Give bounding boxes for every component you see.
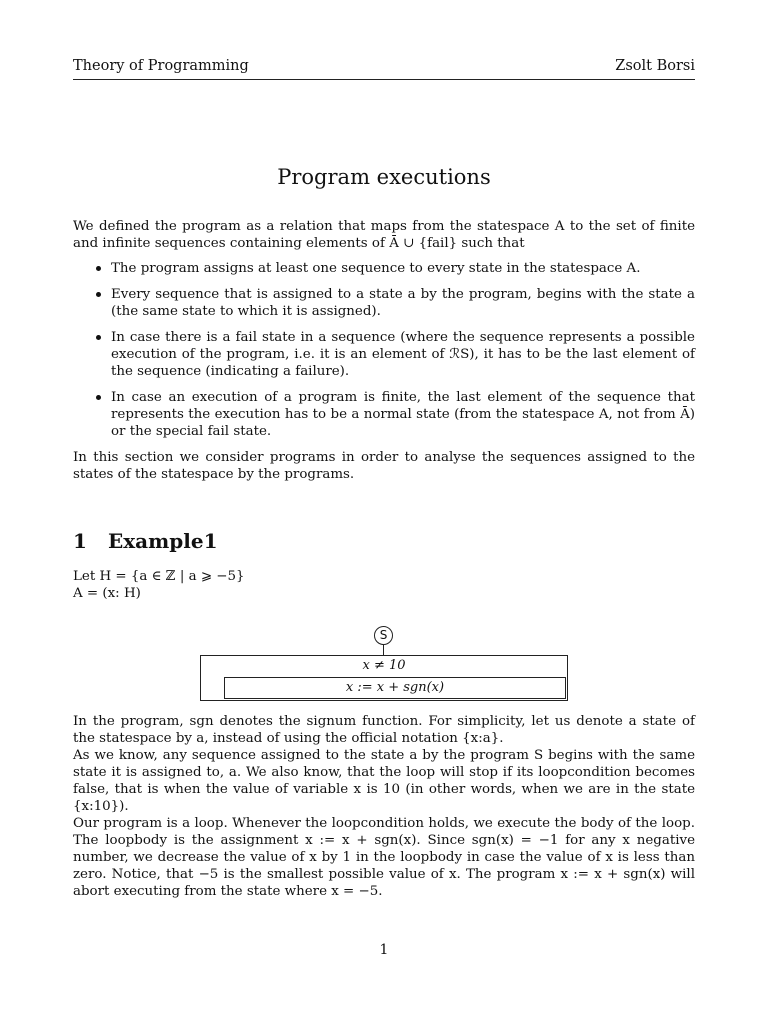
- explanation-paragraph: Our program is a loop. Whenever the loopcondition holds, we execute the body of the loop. The loopbody is the assignment x := x + sgn(x). Since sgn(x) = −1 for any x negative number, we decrease the value of x by 1 in the loopbody in case the value of x is less than zero. Notice, that −5 is the smallest possible value of x. The program x := x + sgn(x) will abort executing from the state where x = −5.: [73, 816, 695, 899]
- definition-line: A = (x: H): [73, 586, 141, 601]
- loop-body: x := x + sgn(x): [224, 677, 566, 699]
- list-item: [73, 260, 695, 277]
- section-intro-paragraph: In this section we consider programs in order to analyse the sequences assigned to the states of the statespace by the programs.: [73, 450, 695, 482]
- properties-list: [73, 260, 695, 440]
- definitions-block: [73, 568, 695, 602]
- structogram-start-node: S: [374, 626, 393, 645]
- section-number: 1: [73, 529, 87, 553]
- structogram-connector: [383, 645, 384, 655]
- loop-box: [200, 655, 568, 701]
- bullet-icon: [96, 395, 101, 400]
- section-title: Example1: [108, 529, 218, 553]
- header-course: Theory of Programming: [73, 58, 249, 74]
- bullet-icon: [96, 335, 101, 340]
- bullet-icon: [96, 266, 101, 271]
- explanation-paragraph: In the program, sgn denotes the signum function. For simplicity, let us denote a state of the statespace by a, instead of using the official notation {x:a}.: [73, 714, 695, 746]
- running-header: [73, 56, 695, 80]
- bullet-icon: [96, 292, 101, 297]
- structogram: [200, 626, 568, 700]
- loop-condition: x ≠ 10: [362, 658, 406, 673]
- definition-line: Let H = {a ∈ ℤ | a ⩾ −5}: [73, 569, 245, 584]
- list-item: [73, 389, 695, 440]
- page-title: Program executions: [277, 165, 491, 189]
- list-item-text: Every sequence that is assigned to a state a by the program, begins with the state a (the same state to which it is assigned).: [111, 287, 695, 319]
- section-heading: [73, 528, 218, 554]
- list-item-text: The program assigns at least one sequence to every state in the statespace A.: [111, 261, 641, 276]
- intro-paragraph: We defined the program as a relation that maps from the statespace A to the set of finite and infinite sequences containing elements of Ā ∪ {fail} such that: [73, 219, 695, 251]
- intro-block: [73, 218, 695, 483]
- page-number: 1: [379, 942, 389, 958]
- list-item: [73, 329, 695, 380]
- explanation-paragraph: As we know, any sequence assigned to the state a by the program S begins with the same state it is assigned to, a. We also know, that the loop will stop if its loopcondition becomes false, that is when the value of variable x is 10 (in other words, when we are in the state {x:10}).: [73, 748, 695, 814]
- explanation-block: [73, 713, 695, 900]
- list-item-text: In case an execution of a program is finite, the last element of the sequence that represents the execution has to be a normal state (from the statespace A, not from Ā) or the special fail state.: [111, 390, 695, 439]
- list-item-text: In case there is a fail state in a sequence (where the sequence represents a possible execution of the program, i.e. it is an element of ℛS), it has to be the last element of the sequence (indicating a failure).: [111, 330, 695, 379]
- header-author: Zsolt Borsi: [615, 58, 695, 74]
- list-item: [73, 286, 695, 320]
